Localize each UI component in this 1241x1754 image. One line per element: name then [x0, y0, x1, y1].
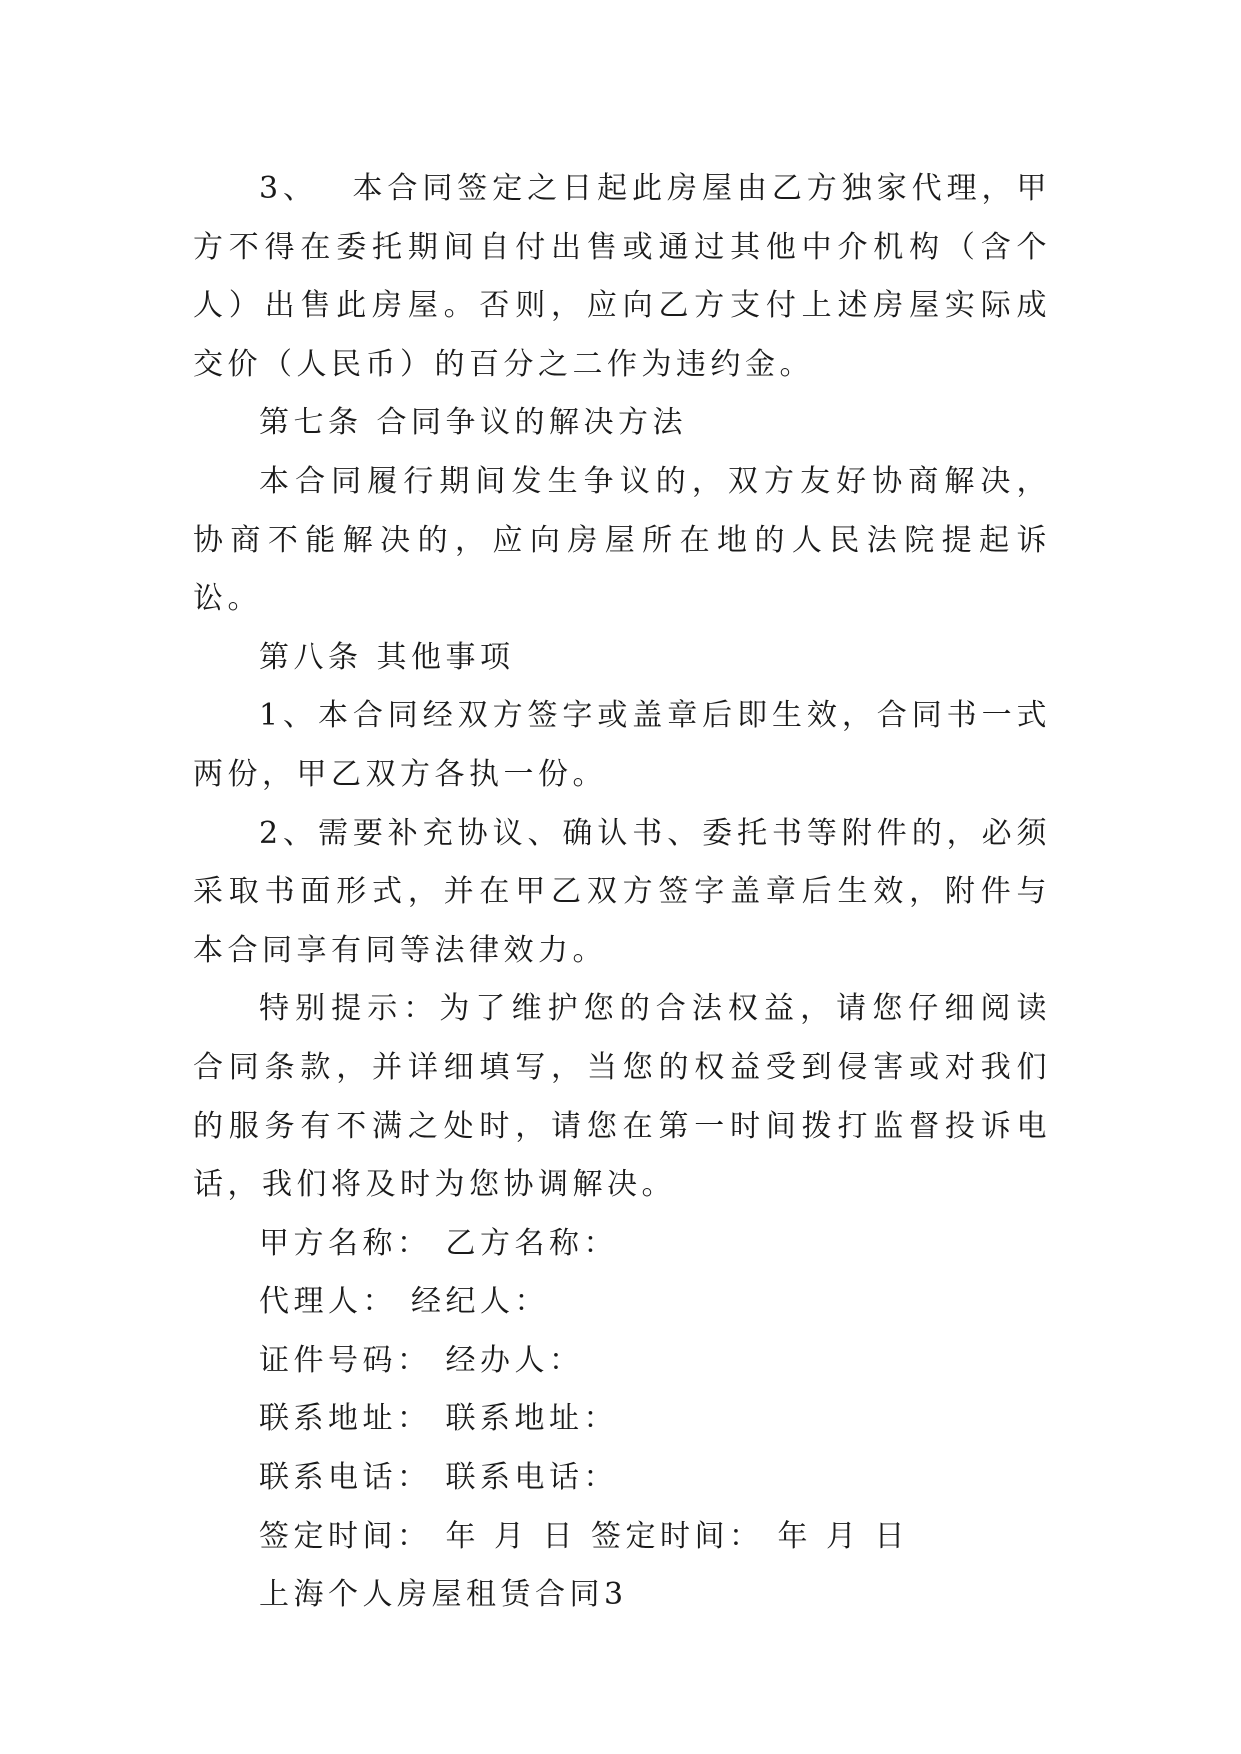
article-7-body: 本合同履行期间发生争议的，双方友好协商解决，协商不能解决的，应向房屋所在地的人民法院提起诉讼。	[193, 463, 1051, 617]
handler-label: 经办人：	[445, 1342, 584, 1378]
clause-3-text: 本合同签定之日起此房屋由乙方独家代理，甲方不得在委托期间自付出售或通过其他中介机构（含个人）出售此房屋。否则，应向乙方支付上述房屋实际成交价（人民币）的百分之二作为违约金。	[193, 171, 1052, 382]
broker-label: 经纪人：	[411, 1284, 549, 1320]
signature-row-addresses	[193, 1390, 1051, 1449]
agent-label: 代理人：	[259, 1284, 397, 1320]
sign-date-year-b: 年	[777, 1518, 812, 1554]
signature-row-agents	[193, 1273, 1051, 1332]
article-7-number: 第七条	[259, 405, 363, 441]
article-8-item-2: 2、需要补充协议、确认书、委托书等附件的，必须采取书面形式，并在甲乙双方签字盖章后生效，附件与本合同享有同等法律效力。	[193, 815, 1051, 968]
signature-row-ids	[193, 1332, 1051, 1391]
article-8-heading	[193, 629, 1051, 688]
article-7-title: 合同争议的解决方法	[376, 405, 687, 441]
clause-3-number: 3、	[259, 171, 318, 206]
phone-a-label: 联系电话：	[259, 1460, 432, 1496]
article-8-title: 其他事项	[376, 639, 515, 675]
sign-date-year-a: 年	[445, 1518, 480, 1554]
id-number-label: 证件号码：	[259, 1342, 432, 1378]
contract-text	[193, 160, 1051, 1625]
sign-date-month-b: 月	[826, 1518, 861, 1554]
article-8-number: 第八条	[259, 639, 363, 675]
sign-date-label-a: 签定时间：	[259, 1518, 432, 1554]
article-7-heading	[193, 394, 1051, 453]
clause-3	[193, 160, 1051, 394]
article-8-item-1: 1、本合同经双方签字或盖章后即生效，合同书一式两份，甲乙双方各执一份。	[193, 698, 1051, 792]
address-b-label: 联系地址：	[445, 1401, 618, 1437]
signature-row-phones	[193, 1449, 1051, 1508]
sign-date-label-b: 签定时间：	[591, 1518, 764, 1554]
phone-b-label: 联系电话：	[445, 1460, 618, 1496]
special-notice: 特别提示：为了维护您的合法权益，请您仔细阅读合同条款，并详细填写，当您的权益受到侵害或对我们的服务有不满之处时，请您在第一时间拨打监督投诉电话，我们将及时为您协调解决。	[193, 991, 1051, 1203]
signature-row-names	[193, 1215, 1051, 1274]
signature-row-dates	[193, 1508, 1051, 1567]
sign-date-month-a: 月	[494, 1518, 529, 1554]
sign-date-day-a: 日	[542, 1518, 577, 1554]
next-document-title: 上海个人房屋租赁合同3	[259, 1577, 628, 1613]
party-b-name-label: 乙方名称：	[445, 1225, 618, 1261]
party-a-name-label: 甲方名称：	[259, 1225, 432, 1261]
sign-date-day-b: 日	[874, 1518, 909, 1554]
address-a-label: 联系地址：	[259, 1401, 432, 1437]
